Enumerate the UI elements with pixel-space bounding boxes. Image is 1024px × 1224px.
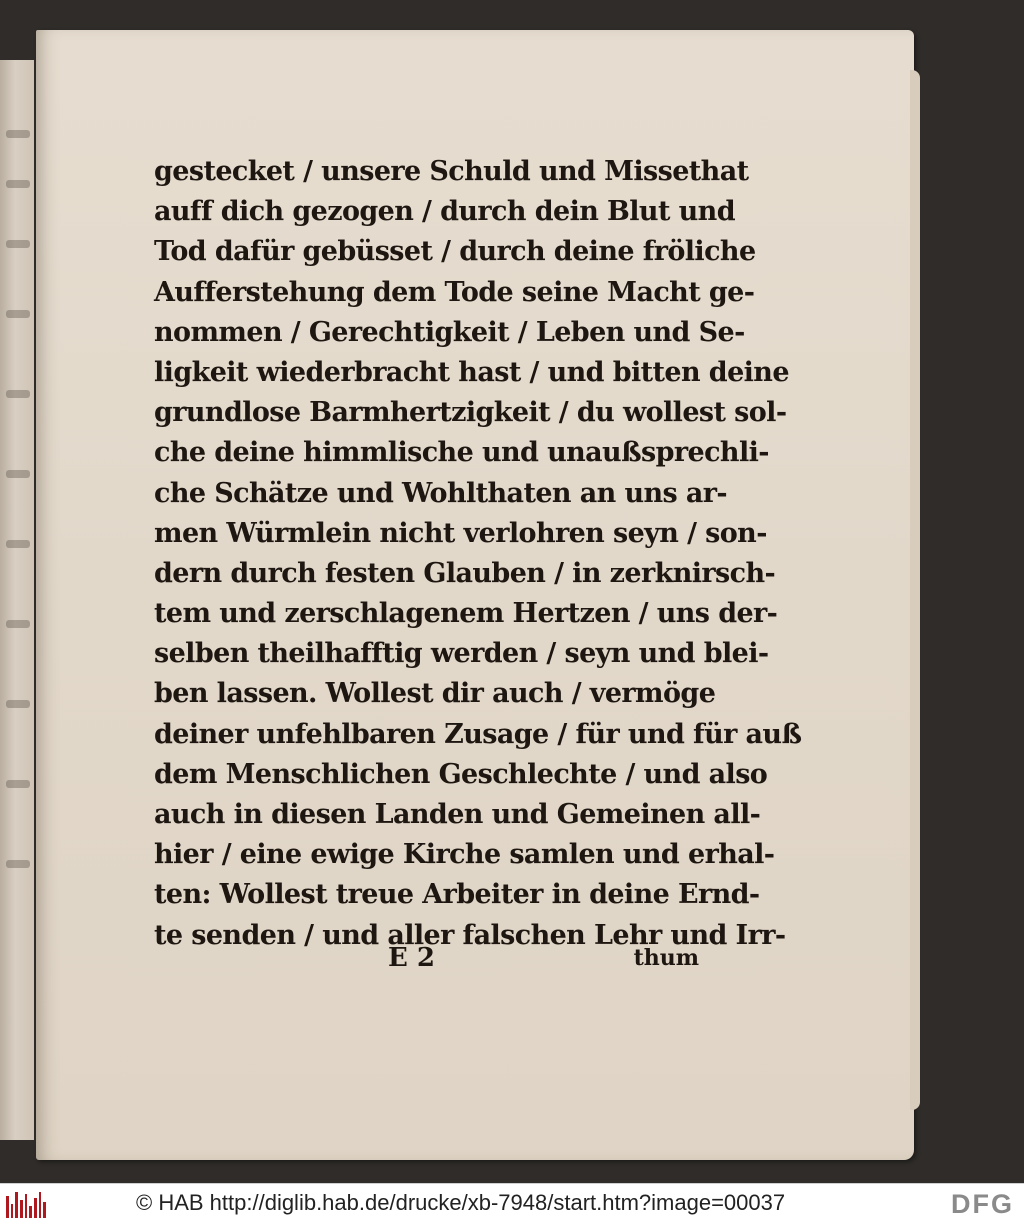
bleed-through-mark xyxy=(6,620,30,628)
dfg-logo-icon: DFG xyxy=(951,1189,1014,1219)
bleed-through-mark xyxy=(6,180,30,188)
bleed-through-mark xyxy=(6,780,30,788)
text-line: selben theilhafftig werden / seyn und blei- xyxy=(154,638,769,670)
signature-mark: E 2 xyxy=(388,943,435,973)
text-line: deiner unfehlbaren Zusage / für und für auß xyxy=(154,718,802,750)
text-line: ten: Wollest treue Arbeiter in deine Ernd- xyxy=(154,879,760,911)
text-line: dem Menschlichen Geschlechte / und also xyxy=(154,758,768,790)
bleed-through-mark xyxy=(6,470,30,478)
text-line: ben lassen. Wollest dir auch / vermöge xyxy=(154,678,716,710)
text-line: che Schätze und Wohlthaten an uns ar- xyxy=(154,477,728,509)
text-line: auff dich gezogen / durch dein Blut und xyxy=(154,196,735,228)
bleed-through-mark xyxy=(6,240,30,248)
text-line: ligkeit wiederbracht hast / und bitten deine xyxy=(154,356,789,388)
credit-bar xyxy=(0,1183,1024,1224)
text-line: auch in diesen Landen und Gemeinen all- xyxy=(154,799,761,830)
bleed-through-mark xyxy=(6,540,30,548)
bleed-through-mark xyxy=(6,310,30,318)
credit-link[interactable]: © HAB http://diglib.hab.de/drucke/xb-7948/start.htm?image=00037 xyxy=(136,1190,786,1215)
bleed-through-mark xyxy=(6,700,30,708)
text-line: te senden / und aller falschen Lehr und Irr- xyxy=(154,919,786,951)
text-line: hier / eine ewige Kirche samlen und erhal- xyxy=(154,839,775,871)
text-line: Tod dafür gebüsset / durch deine fröliche xyxy=(154,236,756,268)
book-page xyxy=(36,30,914,1160)
bleed-through-mark xyxy=(6,130,30,138)
text-line: dern durch festen Glauben / in zerknirsch- xyxy=(154,557,776,589)
bleed-through-mark xyxy=(6,860,30,868)
text-line: nommen / Gerechtigkeit / Leben und Se- xyxy=(154,316,745,348)
page-footer xyxy=(154,937,699,977)
text-line: gestecket / unsere Schuld und Missethat xyxy=(154,156,749,187)
catchword: thum xyxy=(633,945,699,971)
previous-page-edge xyxy=(0,60,34,1140)
hab-logo-icon xyxy=(6,1190,46,1218)
text-line: Aufferstehung dem Tode seine Macht ge- xyxy=(154,276,755,308)
bleed-through-mark xyxy=(6,390,30,398)
page-text-block xyxy=(154,152,802,956)
text-line: men Würmlein nicht verlohren seyn / son- xyxy=(154,517,767,549)
text-line: tem und zerschlagenem Hertzen / uns der- xyxy=(154,598,778,630)
text-line: che deine himmlische und unaußsprechli- xyxy=(154,437,769,469)
text-line: grundlose Barmhertzigkeit / du wollest sol- xyxy=(154,397,787,429)
